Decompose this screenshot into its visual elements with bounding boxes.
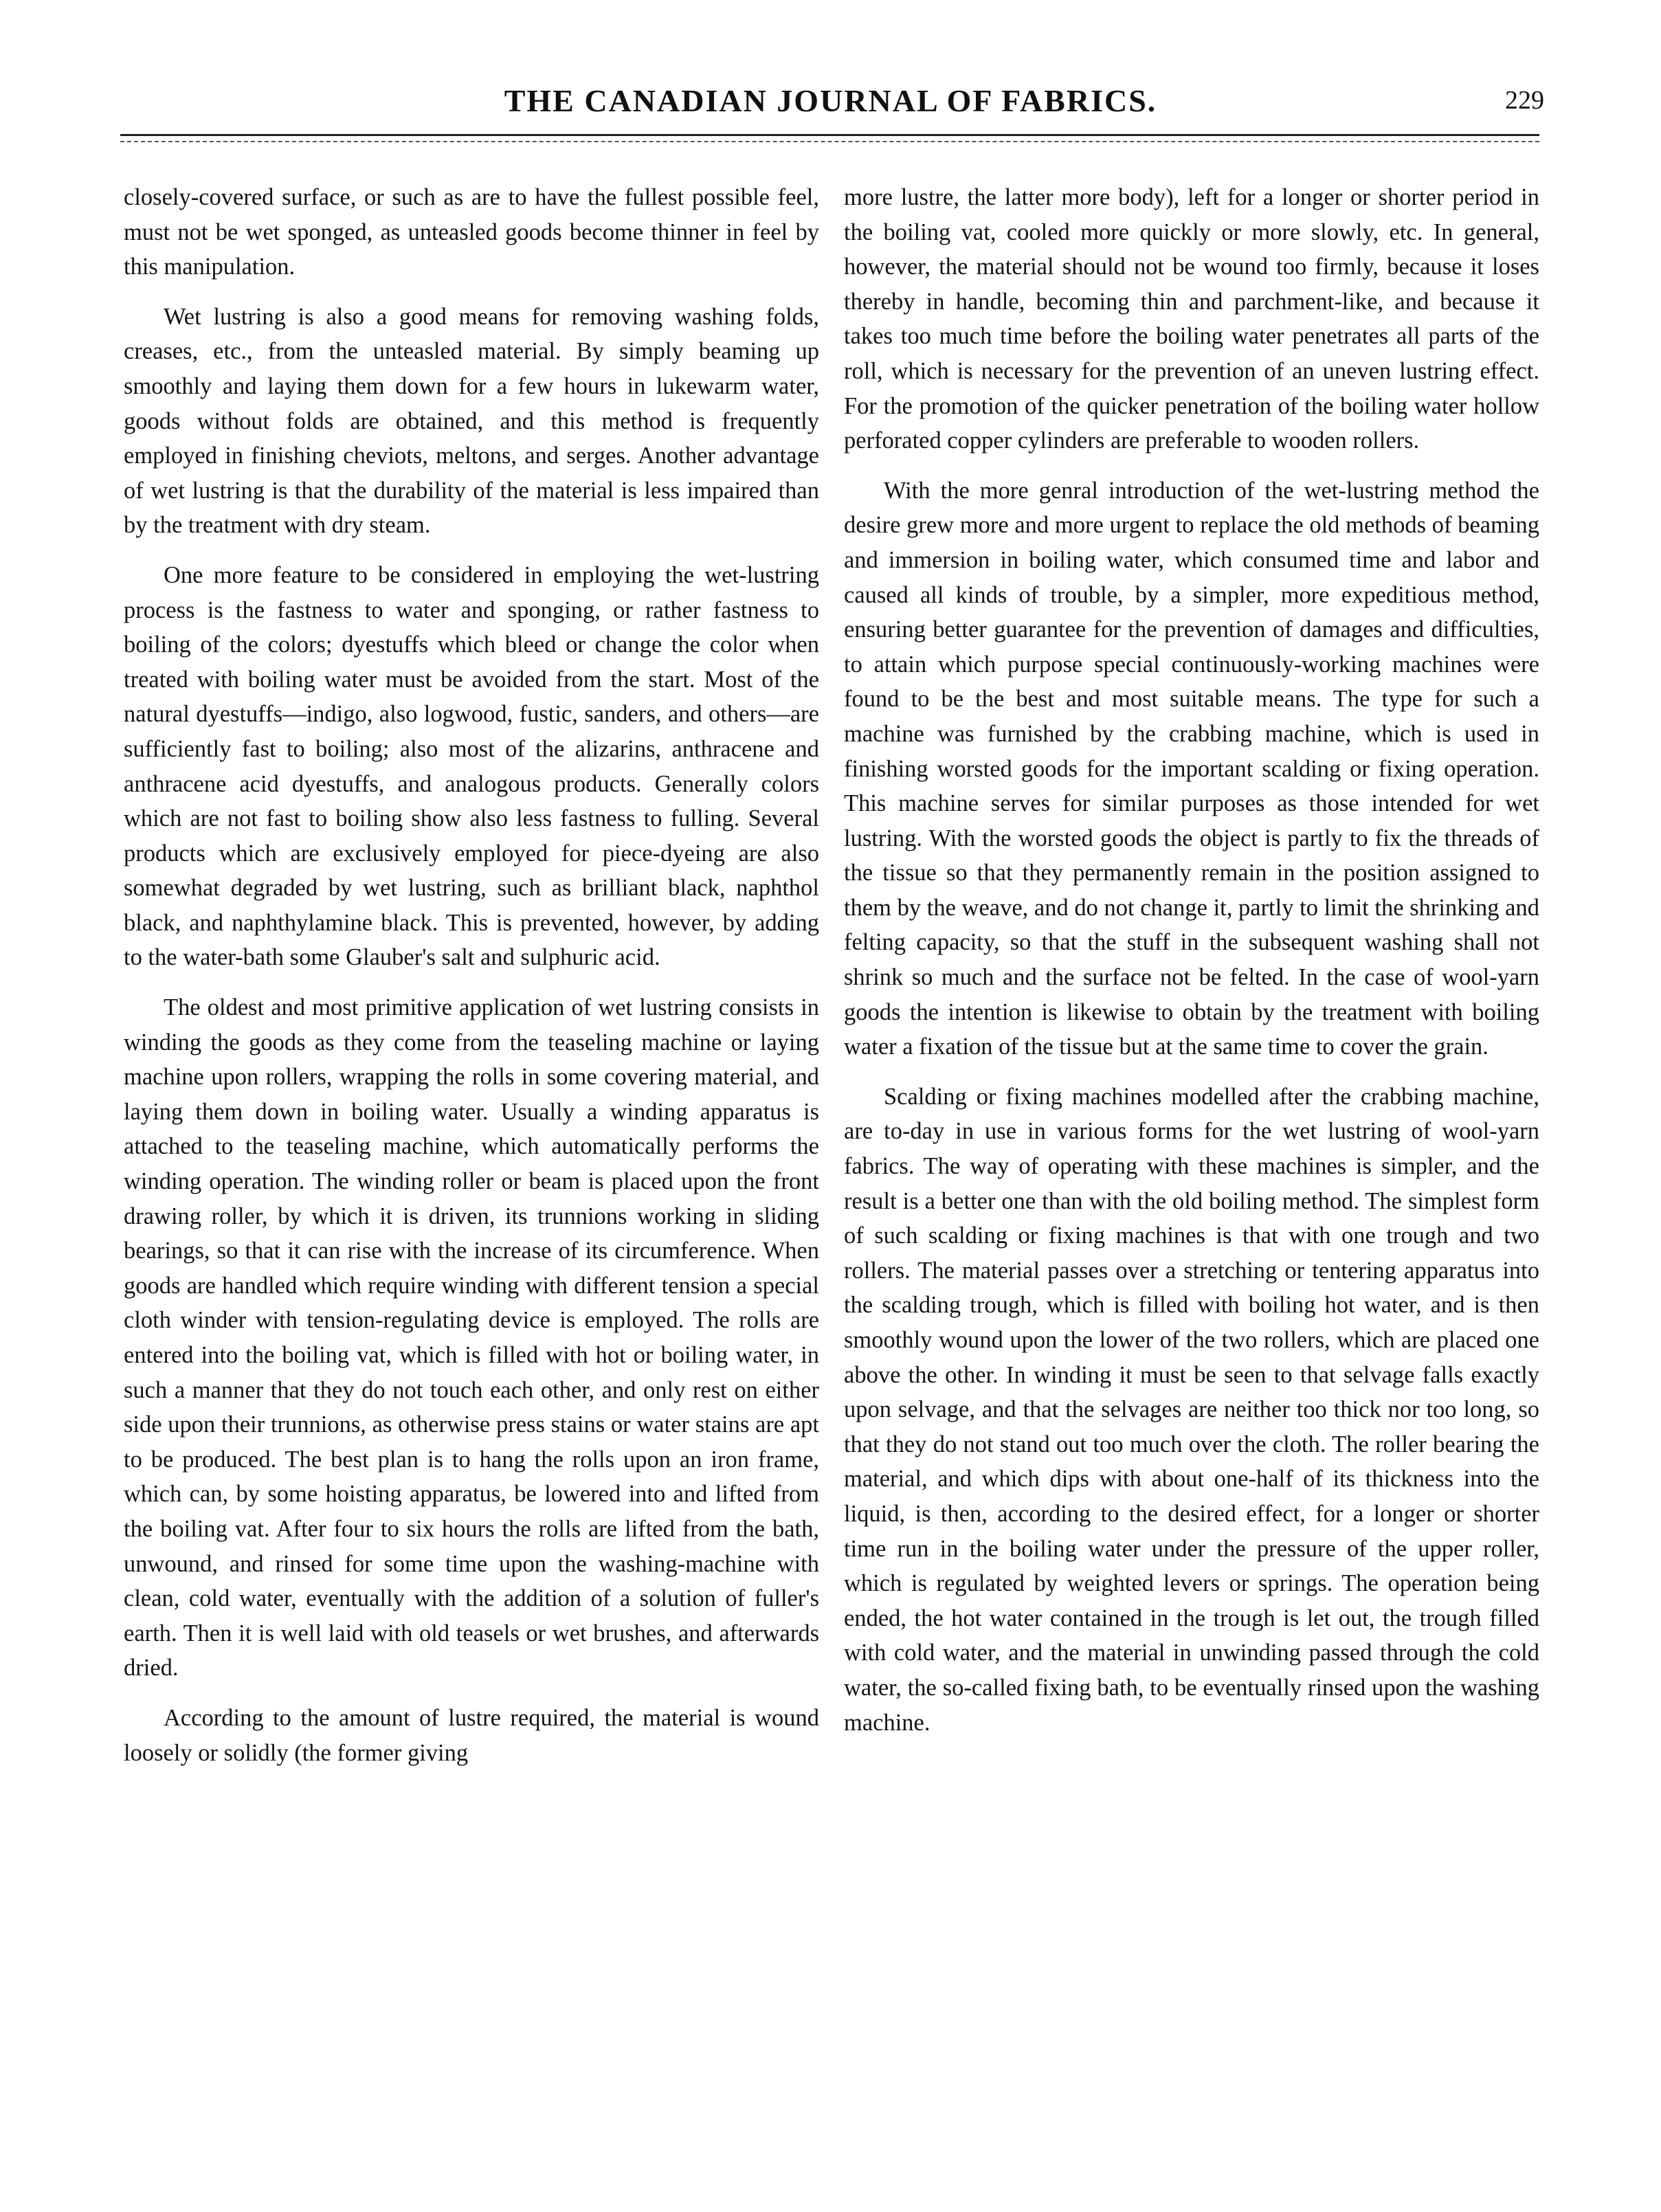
header-rule-dashed: [120, 141, 1539, 142]
page-number: 229: [1505, 86, 1544, 115]
paragraph: Wet lustring is also a good means for removing washing folds, creases, etc., from the unteasled material. By simply beaming up smoothly and laying them down for a few hours in lukewarm water, goods without folds are obtained, and this method is frequently employed in finishing cheviots, meltons, and serges. Another advantage of wet lustring is that the durability of the material is less impaired than by the treatment with dry steam.: [124, 303, 819, 539]
paragraph: more lustre, the latter more body), left for a longer or shorter period in the boiling vat, cooled more quickly or more slowly, etc. In general, however, the material should not be wound too firmly, because it loses thereby in handle, becoming thin and parchment-like, and because it takes too much time before the boiling water penetrates all parts of the roll, which is necessary for the prevention of an uneven lustring effect. For the promotion of the quicker penetration of the boiling water hollow perforated copper cylinders are preferable to wooden rollers.: [844, 184, 1539, 454]
paragraph: According to the amount of lustre required, the material is wound loosely or solidly (the former giving: [124, 1704, 819, 1766]
paragraph: closely-covered surface, or such as are to have the fullest possible feel, must not be wet sponged, as unteasled goods become thinner in feel by this manipulation.: [124, 184, 819, 280]
left-column: [124, 180, 819, 1770]
page-header: [0, 82, 1661, 137]
paragraph: One more feature to be considered in employing the wet-lustring process is the fastness to water and sponging, or rather fastness to boiling of the colors; dyestuffs which bleed or change the color when treated with boiling water must be avoided from the start. Most of the natural dyestuffs—indigo, also logwood, fustic, sanders, and others—are sufficiently fast to boiling; also most of the alizarins, anthracene and anthracene acid dyestuffs, and analogous products. Generally colors which are not fast to boiling show also less fastness to fulling. Several products which are exclusively employed for piece-dyeing are also somewhat degraded by wet lustring, such as brilliant black, naphthol black, and naphthylamine black. This is prevented, however, by adding to the water-bath some Glauber's salt and sulphuric acid.: [124, 561, 819, 971]
paragraph: Scalding or fixing machines modelled after the crabbing machine, are to-day in use in various forms for the wet lustring of wool-yarn fabrics. The way of operating with these machines is simpler, and the result is a better one than with the old boiling method. The simplest form of such scalding or fixing machines is that with one trough and two rollers. The material passes over a stretching or tentering apparatus into the scalding trough, which is filled with boiling hot water, and is then smoothly wound upon the lower of the two rollers, which are placed one above the other. In winding it must be seen to that selvage falls exactly upon selvage, and that the selvages are neither too thick nor too long, so that they do not stand out too much over the cloth. The roller bearing the material, and which dips with about one-half of its thickness into the liquid, is then, according to the desired effect, for a longer or shorter time run in the boiling water under the pressure of the upper roller, which is regulated by weighted levers or springs. The operation being ended, the hot water contained in the trough is let out, the trough filled with cold water, and the material in unwinding passed through the cold water, the so-called fixing bath, to be eventually rinsed upon the washing machine.: [844, 1083, 1539, 1736]
journal-title: THE CANADIAN JOURNAL OF FABRICS.: [504, 83, 1157, 118]
paragraph: With the more genral introduction of the wet-lustring method the desire grew more and more urgent to replace the old methods of beaming and immersion in boiling water, which consumed time and labor and caused all kinds of trouble, by a simpler, more expeditious method, ensuring better guarantee for the prevention of damages and difficulties, to attain which purpose special continuously-working machines were found to be the best and most suitable means. The type for such a machine was furnished by the crabbing machine, which is used in finishing worsted goods for the important scalding or fixing operation. This machine serves for similar purposes as those intended for wet lustring. With the worsted goods the object is partly to fix the threads of the tissue so that they permanently remain in the position assigned to them by the weave, and do not change it, partly to limit the shrinking and felting capacity, so that the stuff in the subsequent washing shall not shrink so much and the surface not be felted. In the case of wool-yarn goods the intention is likewise to obtain by the treatment with boiling water a fixation of the tissue but at the same time to cover the grain.: [844, 477, 1539, 1060]
right-column: [844, 180, 1539, 1740]
header-rule: [120, 134, 1539, 136]
paragraph: The oldest and most primitive application of wet lustring consists in winding the goods as they come from the teaseling machine or laying machine upon rollers, wrapping the rolls in some covering material, and laying them down in boiling water. Usually a winding apparatus is attached to the teaseling machine, which automatically performs the winding operation. The winding roller or beam is placed upon the front drawing roller, by which it is driven, its trunnions working in sliding bearings, so that it can rise with the increase of its circumference. When goods are handled which require winding with different tension a special cloth winder with tension-regulating device is employed. The rolls are entered into the boiling vat, which is filled with hot or boiling water, in such a manner that they do not touch each other, and only rest on either side upon their trunnions, as otherwise press stains or water stains are apt to be produced. The best plan is to hang the rolls upon an iron frame, which can, by some hoisting apparatus, be lowered into and lifted from the boiling vat. After four to six hours the rolls are lifted from the bath, unwound, and rinsed for some time upon the washing-machine with clean, cold water, eventually with the addition of a solution of fuller's earth. Then it is well laid with old teasels or wet brushes, and afterwards dried.: [124, 994, 819, 1682]
